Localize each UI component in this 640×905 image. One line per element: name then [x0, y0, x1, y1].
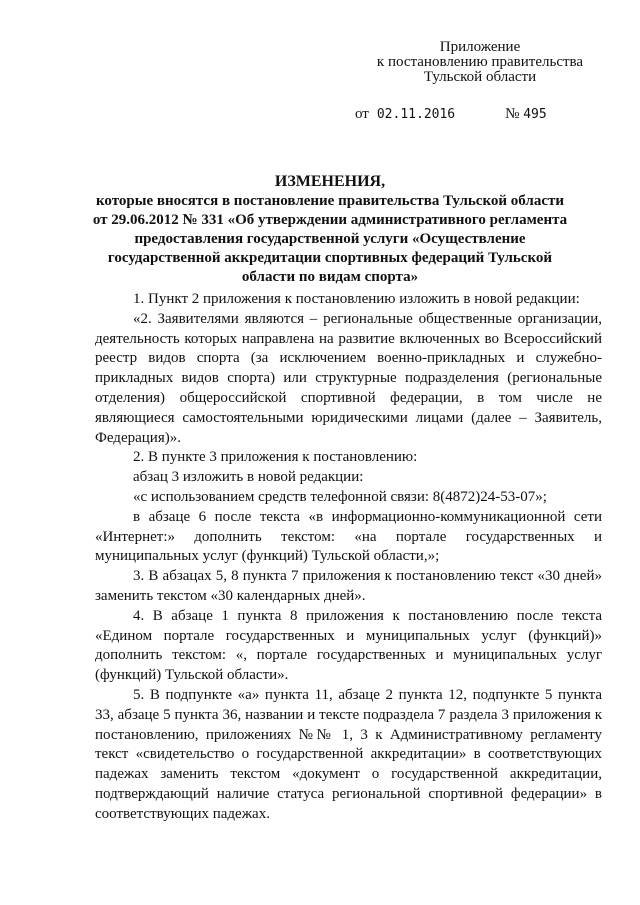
body-paragraph: абзац 3 изложить в новой редакции:: [133, 469, 364, 486]
body-paragraph: в абзаце 6 после текста «в информационно-коммуникационной сети «Интернет:» дополнить текстом: «на портале государственных и муниципальных услуг (функций) Тульской области,»;: [95, 508, 602, 565]
appendix-line-2: к постановлению правительства: [376, 54, 584, 70]
document-body: [95, 290, 602, 825]
body-paragraph: 5. В подпункте «а» пункта 11, абзаце 2 пункта 12, подпункте 5 пункта 33, абзаце 5 пункта 36, названии и тексте подраздела 7 раздела 3 приложения к постановлению, приложениях №№ 1, 3 к Административному регламенту текст «свидетельство о государственной аккредитации» в соответствующих падежах заменить текстом «документ о государственной аккредитации, подтверждающий наличие статуса региональной спортивной федерации» в соответствующих падежах.: [95, 686, 602, 822]
number-label: №: [505, 106, 520, 122]
body-paragraph: 2. В пункте 3 приложения к постановлению:: [133, 449, 418, 466]
body-paragraph: «с использованием средств телефонной связи: 8(4872)24-53-07»;: [133, 488, 547, 505]
appendix-line-1: Приложение: [439, 39, 521, 55]
appendix-header: [330, 40, 630, 85]
body-paragraph: 4. В абзаце 1 пункта 8 приложения к постановлению после текста «Едином портале государственных и муниципальных услуг (функций)» дополнить текстом: «, портале государственных и муниципальных услуг (функций) Тульской области».: [95, 607, 602, 684]
date-number-line: [355, 105, 635, 124]
document-number: 495: [523, 107, 547, 122]
body-paragraph: «2. Заявителями являются – региональные общественные организации, деятельность которых направлена на развитие включенных во Всероссийский реестр видов спорта (за исключением военно-прикладных и служебно-прикладных видов спорта) или структурные подразделения (региональные отделения) общероссийской спортивной федерации, в том числе не являющиеся самостоятельными юридическими лицами (далее – Заявитель, Федерация)».: [95, 310, 602, 446]
document-date: 02.11.2016: [376, 107, 456, 122]
date-prefix: от: [355, 106, 369, 122]
body-paragraph: 3. В абзацах 5, 8 пункта 7 приложения к постановлению текст «30 дней» заменить текстом «30 календарных дней».: [95, 568, 602, 604]
body-paragraph: 1. Пункт 2 приложения к постановлению изложить в новой редакции:: [133, 291, 580, 307]
document-heading: ИЗМЕНЕНИЯ,: [274, 173, 386, 190]
title-block: [90, 172, 570, 287]
document-subtitle: которые вносятся в постановление правительства Тульской области от 29.06.2012 № 331 «Об утверждении административного регламента предоставления государственной услуги «Осуществление государственной аккредитации спортивных федераций Тульской области по видам спорта»: [92, 193, 568, 285]
appendix-line-3: Тульской области: [423, 69, 537, 85]
